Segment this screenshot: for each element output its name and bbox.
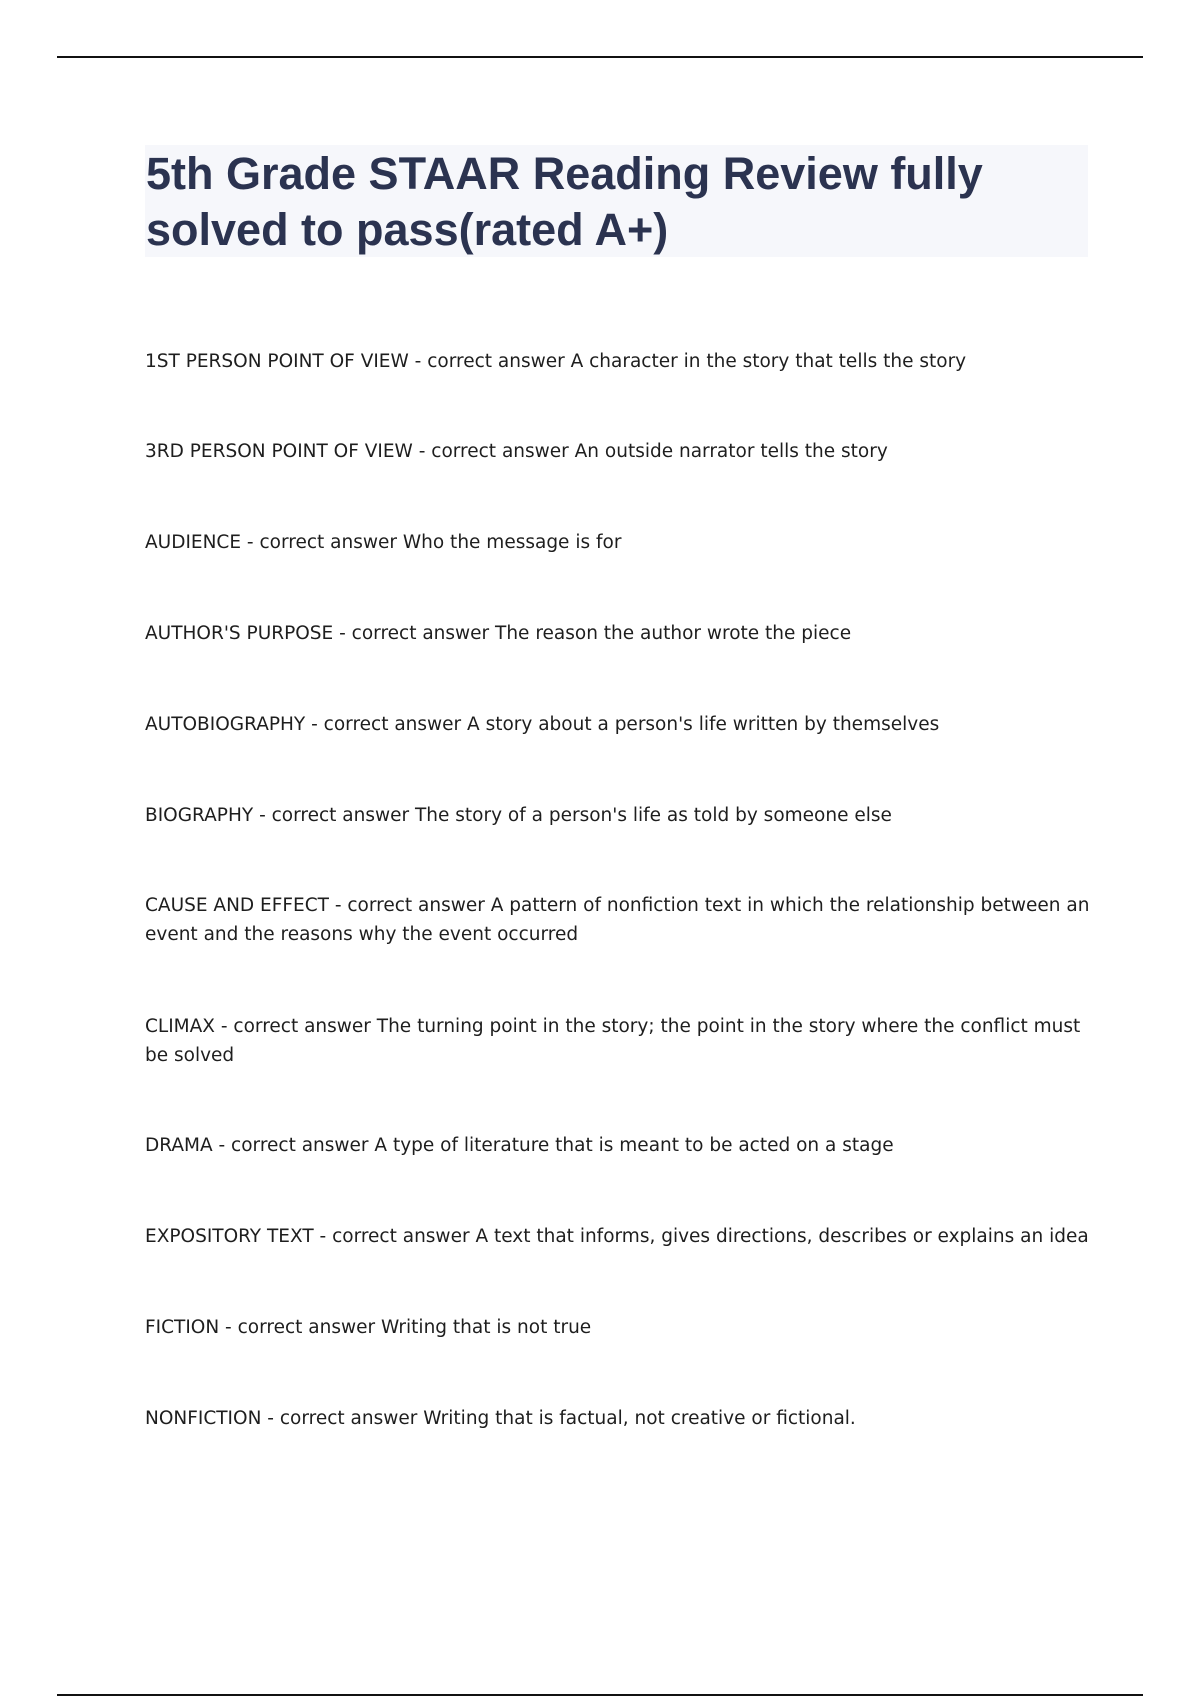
entry-term: AUTHOR'S PURPOSE (145, 623, 334, 644)
entry-definition: A type of literature that is meant to be acted on a stage (374, 1135, 894, 1156)
list-item (145, 1012, 1090, 1070)
bottom-divider (57, 1694, 1143, 1696)
answer-separator: - correct answer (313, 1226, 476, 1247)
list-item (145, 891, 1090, 949)
entry-definition: Writing that is not true (380, 1317, 592, 1338)
answer-separator: - correct answer (408, 351, 571, 372)
list-item (145, 1222, 1090, 1251)
entry-term: FICTION (145, 1317, 220, 1338)
entry-term: AUDIENCE (145, 532, 242, 553)
list-item (145, 437, 1090, 466)
answer-separator: - correct answer (214, 1016, 377, 1037)
answer-separator: - correct answer (241, 532, 403, 553)
top-divider (57, 56, 1143, 58)
entry-term: BIOGRAPHY (145, 805, 254, 826)
entry-definition: A text that informs, gives directions, describes or explains an idea (475, 1226, 1089, 1247)
entry-definition: Writing that is factual, not creative or fictional. (423, 1408, 856, 1429)
entry-definition: The reason the author wrote the piece (495, 623, 852, 644)
list-item (145, 528, 1090, 557)
list-item (145, 710, 1090, 739)
entry-term: CAUSE AND EFFECT (145, 895, 329, 916)
entry-definition: A pattern of nonfiction text in which the relationship between an event and the reasons why the event occurred (145, 895, 1090, 945)
list-item (145, 1313, 1090, 1342)
entry-term: 3RD PERSON POINT OF VIEW (145, 441, 413, 462)
entry-term: DRAMA (145, 1135, 213, 1156)
entry-definition: The turning point in the story; the point in the story where the conflict must be solved (145, 1016, 1081, 1066)
answer-separator: - correct answer (333, 623, 496, 644)
list-item (145, 801, 1090, 830)
entry-definition: The story of a person's life as told by someone else (414, 805, 892, 826)
entry-definition: A story about a person's life written by themselves (467, 714, 940, 735)
answer-separator: - correct answer (412, 441, 575, 462)
answer-separator: - correct answer (261, 1408, 424, 1429)
entry-term: 1ST PERSON POINT OF VIEW (145, 351, 409, 372)
entry-term: NONFICTION (145, 1408, 262, 1429)
list-item (145, 1131, 1090, 1160)
entry-term: EXPOSITORY TEXT (145, 1226, 314, 1247)
entry-term: AUTOBIOGRAPHY (145, 714, 306, 735)
entry-term: CLIMAX (145, 1016, 215, 1037)
answer-separator: - correct answer (305, 714, 468, 735)
answer-separator: - correct answer (253, 805, 415, 826)
list-item (145, 1404, 1090, 1433)
answer-separator: - correct answer (212, 1135, 375, 1156)
entry-definition: An outside narrator tells the story (574, 441, 888, 462)
answer-separator: - correct answer (328, 895, 491, 916)
entry-definition: A character in the story that tells the story (570, 351, 967, 372)
entry-definition: Who the message is for (402, 532, 622, 553)
list-item (145, 347, 1090, 376)
list-item (145, 619, 1090, 648)
answer-separator: - correct answer (219, 1317, 381, 1338)
document-title: 5th Grade STAAR Reading Review fully solved to pass(rated A+) (146, 148, 983, 255)
